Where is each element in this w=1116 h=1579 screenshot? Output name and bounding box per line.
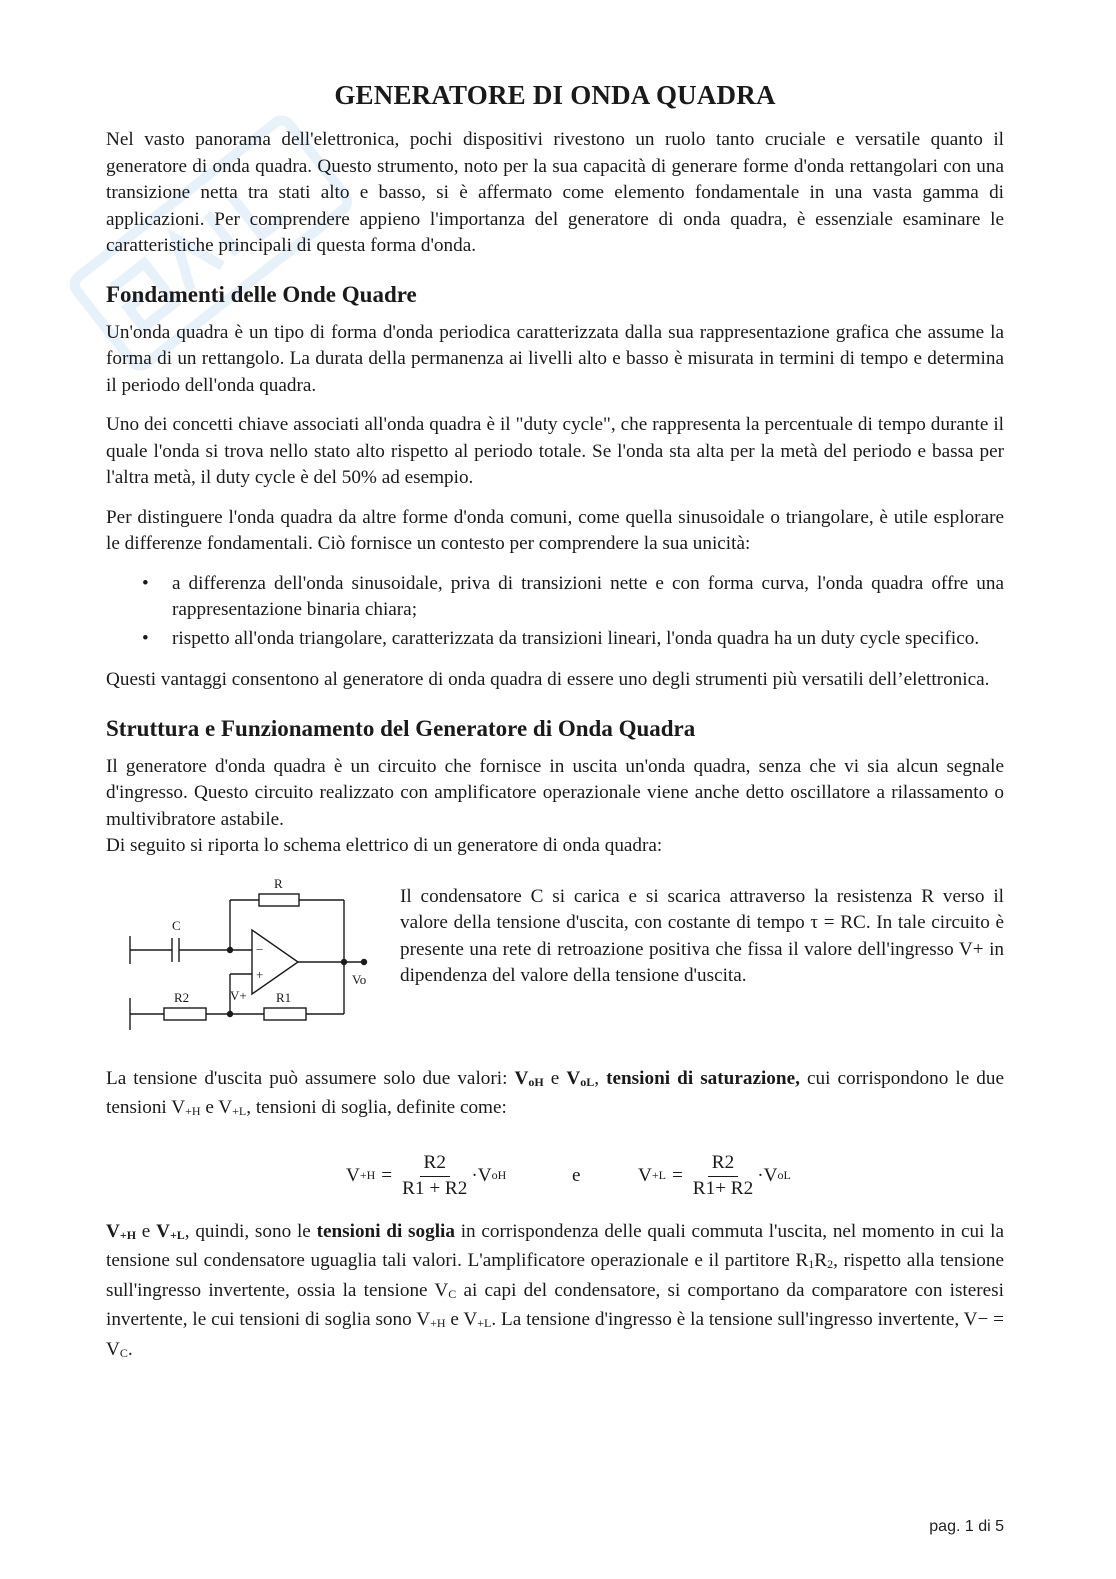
- circuit-node: [227, 946, 233, 952]
- bullet-list: [106, 571, 1004, 653]
- label-plus: +: [256, 966, 264, 982]
- list-item-text: rispetto all'onda triangolare, caratterizzata da transizioni lineari, l'onda quadra ha un duty cycle specifico.: [172, 627, 980, 649]
- list-item-text: a differenza dell'onda sinusoidale, priva di transizioni nette e con forma curva, l'onda quadra offre una rappresentazione binaria chiara;: [172, 572, 1004, 620]
- section-heading-fondamenti: Fondamenti delle Onde Quadre: [106, 281, 417, 307]
- output-terminal: [361, 958, 367, 964]
- paragraph: Questi vantaggi consentono al generatore di onda quadra di essere uno degli strumenti più versatili dell’elettronica.: [106, 669, 990, 690]
- label-vo: Vo: [352, 971, 367, 987]
- page-content: [106, 80, 1004, 1366]
- bullet-icon: •: [142, 627, 149, 649]
- page-title: GENERATORE DI ONDA QUADRA: [334, 80, 776, 110]
- bullet-icon: •: [142, 572, 149, 594]
- label-r1: R1: [276, 989, 292, 1005]
- threshold-formula: [106, 1145, 1004, 1207]
- formula-conjunction: e: [572, 1164, 581, 1186]
- formula-right: V +L = $\frac{R2}{R1+ R2}$ · V oL: [638, 1151, 791, 1199]
- paragraph-output-voltage: La tensione d'uscita può assumere solo due valori: VoH e VoL, tensioni di saturazione, cui corrispondono le due tensioni V+H e V+L, tensioni di soglia, definite come:: [106, 1067, 1005, 1118]
- intro-paragraph: Nel vasto panorama dell'elettronica, pochi dispositivi rivestono un ruolo tanto cruciale e versatile quanto il generatore di onda quadra. Questo strumento, noto per la sua capacità di generare forme d'onda rettangolari con una transizione netta tra stati alto e basso, si è affermato come elemento fondamentale in una vasta gamma di applicazioni. Per comprendere appieno l'importanza del generatore di onda quadra, è essenziale esaminare le caratteristiche principali di questa forma d'onda.: [106, 129, 1004, 256]
- paragraph: Un'onda quadra è un tipo di forma d'onda periodica caratterizzata dalla sua rappresentazione grafica che assume la forma di un rettangolo. La durata della permanenza ai livelli alto e basso è misurata in termini di tempo e determina il periodo dell'onda quadra.: [106, 321, 1004, 396]
- label-vplus: V+: [230, 987, 247, 1003]
- label-r: R: [274, 875, 283, 891]
- page-number: pag. 1 di 5: [929, 1518, 1004, 1535]
- label-c: C: [172, 917, 181, 933]
- circuit-section: [106, 874, 1004, 1044]
- section-heading-struttura: Struttura e Funzionamento del Generatore di Onda Quadra: [106, 715, 696, 741]
- circuit-description: Il condensatore C si carica e si scarica attraverso la resistenza R verso il valore della tensione d'uscita, con costante di tempo τ = RC. In tale circuito è presente una rete di retroazione positiva che fissa il valore dell'ingresso V+ in dipendenza del valore della tensione d'uscita.: [400, 885, 1004, 986]
- circuit-node: [341, 958, 347, 964]
- list-item: [106, 571, 1004, 624]
- label-r2: R2: [174, 989, 190, 1005]
- label-minus: −: [256, 941, 264, 957]
- paragraph-threshold: V+H e V+L, quindi, sono le tensioni di soglia in corrispondenza delle quali commuta l'uscita, nel momento in cui la tensione sul condensatore uguaglia tali valori. L'amplificatore operazionale e il partitore R1R2, rispetto alla tensione sull'ingresso invertente, ossia la tensione VC ai capi del condensatore, si comportano da comparatore con isteresi invertente, le cui tensioni di soglia sono V+H e V+L. La tensione d'ingresso è la tensione sull'ingresso invertente, V− = VC.: [106, 1220, 1004, 1360]
- paragraph: Di seguito si riporta lo schema elettrico di un generatore di onda quadra:: [106, 835, 663, 856]
- formula-left: V +H = $\frac{R2}{R1 + R2}$ · V oH: [346, 1151, 507, 1199]
- list-item: [106, 626, 1004, 653]
- circuit-node: [227, 1010, 233, 1016]
- paragraph: Per distinguere l'onda quadra da altre forme d'onda comuni, come quella sinusoidale o triangolare, è utile esplorare le differenze fondamentali. Ciò fornisce un contesto per comprendere la sua unicità:: [106, 506, 1004, 554]
- paragraph: Il generatore d'onda quadra è un circuito che fornisce in uscita un'onda quadra, senza che vi sia alcun segnale d'ingresso. Questo circuito realizzato con amplificatore operazionale viene anche detto oscillatore a rilassamento o multivibratore astabile.: [106, 755, 1004, 830]
- circuit-diagram: [126, 874, 386, 1044]
- paragraph: Uno dei concetti chiave associati all'onda quadra è il "duty cycle", che rappresenta la percentuale di tempo durante il quale l'onda si trova nello stato alto rispetto al periodo totale. Se l'onda sta alta per la metà del periodo e bassa per l'altra metà, il duty cycle è del 50% ad esempio.: [106, 414, 1004, 488]
